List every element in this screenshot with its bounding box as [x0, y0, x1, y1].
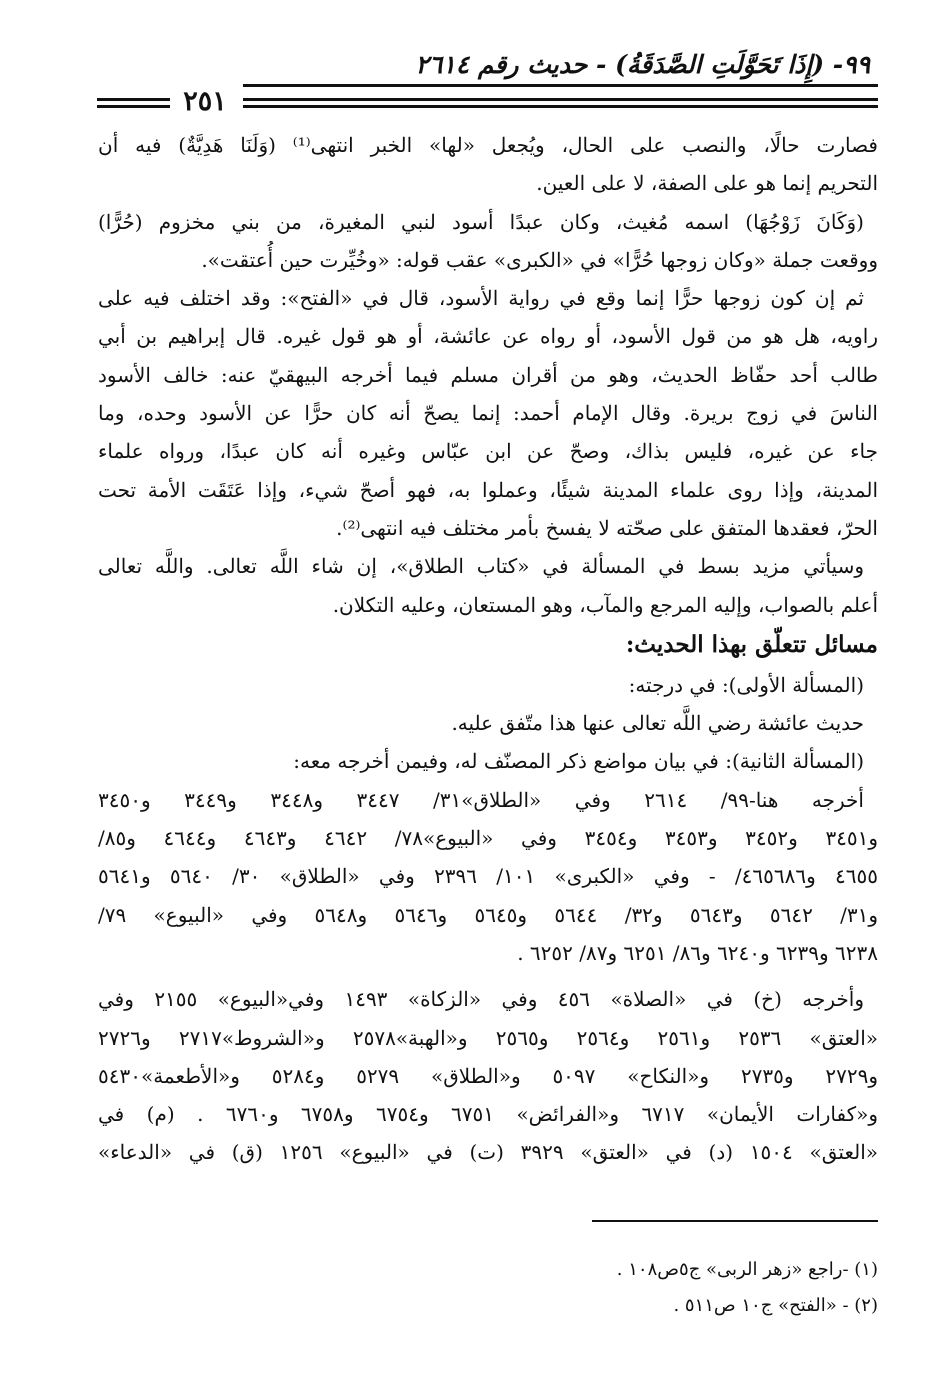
text-line: ٦٢٣٨ و٦٢٣٩ و٦٢٤٠ و٨٦/ ٦٢٥١ و٨٧/ ٦٢٥٢ .	[517, 940, 878, 965]
section-heading: مسائل تتعلّق بهذا الحديث:	[625, 630, 878, 658]
text-line: أعلم بالصواب، وإليه المرجع والمآب، وهو المستعان، وعليه التكلان.	[332, 592, 878, 617]
text-line: ووقعت جملة «وكان زوجها حُرًّا» في «الكبرى» عقب قوله: «وخُيِّرت حين أُعتقت».	[201, 247, 878, 272]
body-text	[98, 126, 878, 1172]
text-line: الناسَ في زوج بريرة. وقال الإمام أحمد: إنما يصحّ أنه كان حرًّا عن الأسود وحده، وما	[98, 401, 878, 426]
paragraph-gap	[98, 972, 878, 980]
text-line: (وَكَانَ زَوْجُهَا) اسمه مُغيث، وكان عبدًا أسود لنبي المغيرة، من بني مخزوم (حُرًّا)	[98, 209, 864, 234]
text-line: و٣١/ ٥٦٤٢ و٥٦٤٣ و٣٢/ ٥٦٤٤ و٥٦٤٥ و٥٦٤٦ و٥٦٤٨ وفي «البيوع» ٧٩/	[98, 902, 878, 927]
footnotes	[378, 1252, 878, 1324]
footnote-2: (٢) - «الفتح» ج١٠ ص٥١١ .	[673, 1295, 878, 1316]
text-line: جاء عن غيره، فليس بذاك، وصحّ عن ابن عبّاس وغيره أنه كان عبدًا، ورواه علماء	[98, 439, 878, 464]
footnote-1: (١) -راجع «زهر الربى» ج٥ص١٠٨ .	[616, 1259, 878, 1280]
text-line: ثم إن كون زوجها حرًّا إنما وقع في رواية الأسود، قال في «الفتح»: وقد اختلف فيه على	[98, 286, 864, 311]
text-line: فصارت حالًا، والنصب على الحال، ويُجعل «لها» الخبر انتهى⁽¹⁾ (وَلَنَا هَدِيَّةٌ) فيه أن	[98, 133, 878, 157]
text-line: و٢٧٢٩ و٢٧٣٥ و«النكاح» ٥٠٩٧ و«الطلاق» ٥٢٧٩ و٥٢٨٤ و«الأطعمة»٥٤٣٠	[98, 1063, 878, 1088]
text-line: و٣٤٥١ و٣٤٥٢ و٣٤٥٣ و٣٤٥٤ وفي «البيوع»٧٨/ ٤٦٤٢ و٤٦٤٣ و٤٦٤٤ و٨٥/	[98, 826, 878, 851]
text-line: المدينة، وإذا روى علماء المدينة شيئًا، وعملوا به، فهو أصحّ شيء، وإذا عَتَقَت الأمة تحت	[98, 477, 878, 502]
text-line: «العتق» ١٥٠٤ (د) في «العتق» ٣٩٢٩ (ت) في «البيوع» ١٢٥٦ (ق) في «الدعاء»	[98, 1140, 878, 1165]
text-line: حديث عائشة رضي اللَّه تعالى عنها هذا متّفق عليه.	[451, 711, 864, 736]
text-line: طالب أحد حفّاظ الحديث، وهو من أقران مسلم فيما أخرجه البيهقيّ عنه: خالف الأسود	[98, 362, 878, 387]
header-rule-left-top	[97, 98, 170, 101]
text-line: ٤٦٥٥ و٤٦٥٦٨٦/ - وفي «الكبرى» ١٠١/ ٢٣٩٦ وفي «الطلاق» ٣٠/ ٥٦٤٠ و٥٦٤١	[98, 864, 878, 889]
header-rule-right-top	[243, 98, 878, 101]
text-line: وسيأتي مزيد بسط في المسألة في «كتاب الطلاق»، إن شاء اللَّه تعالى. واللَّه تعالى	[98, 554, 864, 579]
text-line: و«كفارات الأيمان» ٦٧١٧ و«الفرائض» ٦٧٥١ و٦٧٥٤ و٦٧٥٨ و٦٧٦٠ . (م) في	[98, 1102, 878, 1127]
footnote-rule	[592, 1220, 878, 1222]
question-heading: (المسألة الثانية): في بيان مواضع ذكر المصنّف له، وفيمن أخرجه معه:	[293, 749, 864, 774]
header-rule-left-bottom	[97, 105, 170, 108]
running-header: ٩٩- (إِذَا تَحَوَّلَتِ الصَّدَقَةُ) - حديث رقم ٢٦١٤	[415, 50, 870, 79]
header-rule-right-bottom	[243, 105, 878, 108]
text-line: وأخرجه (خ) في «الصلاة» ٤٥٦ وفي «الزكاة» ١٤٩٣ وفي«البيوع» ٢١٥٥ وفي	[98, 987, 864, 1012]
question-heading: (المسألة الأولى): في درجته:	[628, 672, 864, 697]
text-line: راويه، هل هو من قول الأسود، أو رواه عن عائشة، أو هو قول غيره. قال إبراهيم بن أبي	[98, 324, 878, 349]
text-line: الحرّ، فعقدها المتفق على صحّته لا يفسخ بأمر مختلف فيه انتهى⁽²⁾.	[336, 515, 878, 540]
header-rule	[243, 84, 878, 87]
page-number: ٢٥١	[183, 86, 227, 117]
text-line: التحريم إنما هو على الصفة، لا على العين.	[536, 171, 878, 196]
text-line: «العتق» ٢٥٣٦ و٢٥٦١ و٢٥٦٤ و٢٥٦٥ و«الهبة»٢٥٧٨ و«الشروط»٢٧١٧ و٢٧٢٦	[98, 1025, 878, 1050]
text-line: أخرجه هنا-٩٩/ ٢٦١٤ وفي «الطلاق»٣١/ ٣٤٤٧ و٣٤٤٨ و٣٤٤٩ و٣٤٥٠	[98, 787, 864, 812]
